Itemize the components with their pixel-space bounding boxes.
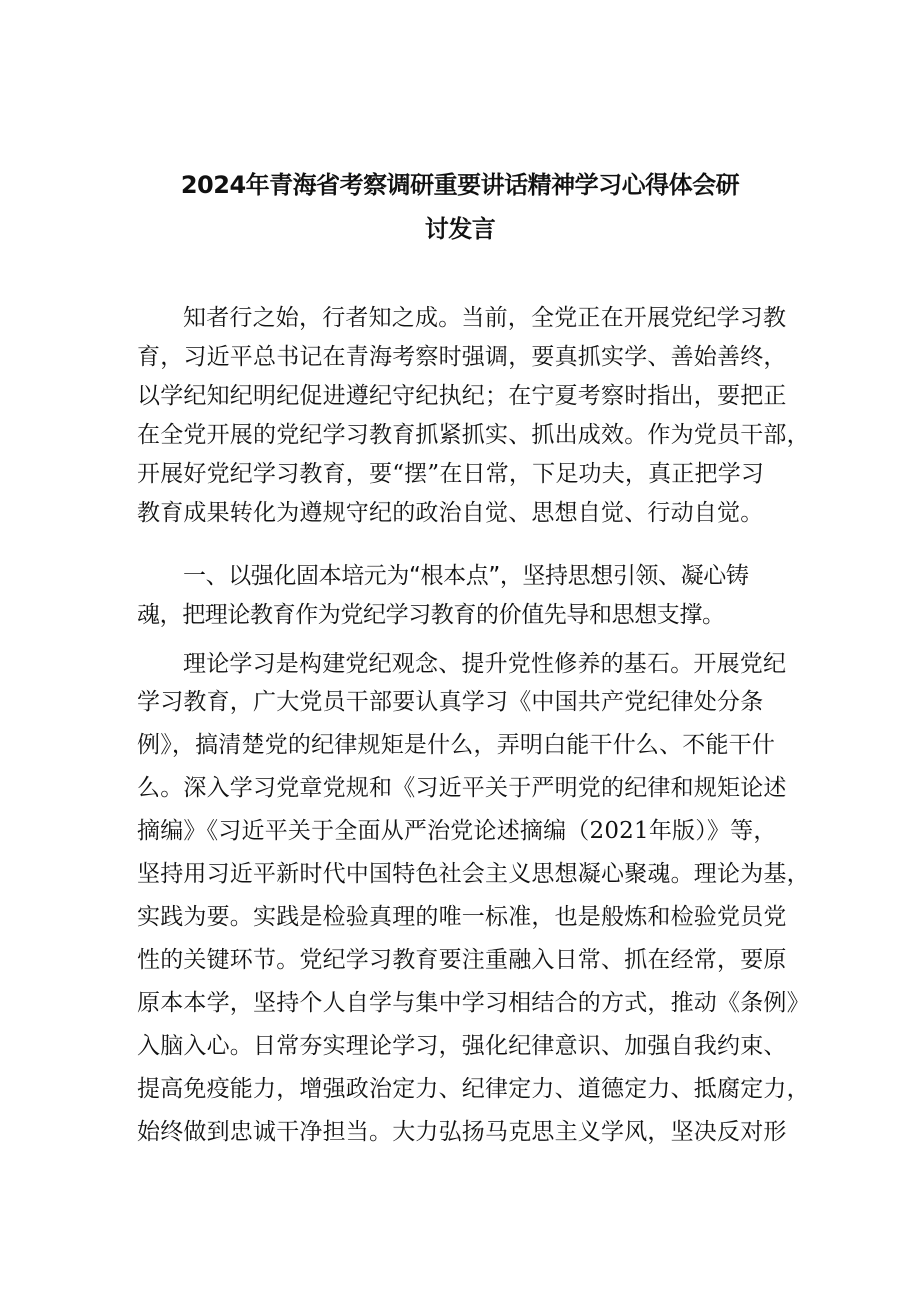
body-paragraph-line: 实践为要。实践是检验真理的唯一标准，也是般炼和检验党员党: [137, 904, 787, 930]
body-paragraph-line: 么。深入学习党章党规和《习近平关于严明党的纪律和规矩论述: [137, 775, 787, 801]
body-paragraph-line: 摘编》《习近平关于全面从严治党论述摘编（2021年版）》等，: [137, 818, 777, 844]
body-paragraph-line: 学习教育，广大党员干部要认真学习《中国共产党纪律处分条: [137, 689, 764, 715]
body-paragraph-line: 提高免疫能力，增强政治定力、纪律定力、道德定力、抵腐定力，: [137, 1076, 810, 1102]
intro-paragraph-line: 以学纪知纪明纪促进遵纪守纪执纪；在宁夏考察时指出，要把正: [137, 383, 787, 409]
body-paragraph-line: 入脑入心。日常夯实理论学习，强化纪律意识、加强自我约束、: [137, 1033, 787, 1059]
body-paragraph-line: 原本本学，坚持个人自学与集中学习相结合的方式，推动《条例》: [137, 990, 810, 1016]
intro-paragraph-line: 教育成果转化为遵规守纪的政治自觉、思想自觉、行动自觉。: [137, 500, 764, 526]
intro-paragraph-line: 知者行之始，行者知之成。当前，全党正在开展党纪学习教: [183, 305, 787, 331]
section-heading-line-1: 一、以强化固本培元为“根本点”，坚持思想引领、凝心铸: [183, 563, 749, 589]
intro-paragraph-line: 开展好党纪学习教育，要“摆”在日常，下足功夫，真正把学习: [137, 461, 765, 487]
document-title-line-2: 讨发言: [424, 215, 496, 243]
body-paragraph-line: 性的关键环节。党纪学习教育要注重融入日常、抓在经常，要原: [137, 947, 787, 973]
section-heading-line-2: 魂，把理论教育作为党纪学习教育的价值先导和思想支撑。: [137, 602, 725, 628]
body-paragraph-line: 坚持用习近平新时代中国特色社会主义思想凝心聚魂。理论为基，: [137, 861, 810, 887]
intro-paragraph-line: 在全党开展的党纪学习教育抓紧抓实、抓出成效。作为党员干部，: [137, 422, 810, 448]
body-paragraph-line: 始终做到忠诚干净担当。大力弘扬马克思主义学风，坚决反对形: [137, 1119, 787, 1145]
document-title-line-1: 2024年青海省考察调研重要讲话精神学习心得体会研: [180, 171, 740, 199]
intro-paragraph-line: 育，习近平总书记在青海考察时强调，要真抓实学、善始善终，: [137, 344, 787, 370]
body-paragraph-line: 例》，搞清楚党的纪律规矩是什么，弄明白能干什么、不能干什: [137, 732, 776, 758]
body-paragraph-line: 理论学习是构建党纪观念、提升党性修养的基石。开展党纪: [183, 651, 787, 677]
